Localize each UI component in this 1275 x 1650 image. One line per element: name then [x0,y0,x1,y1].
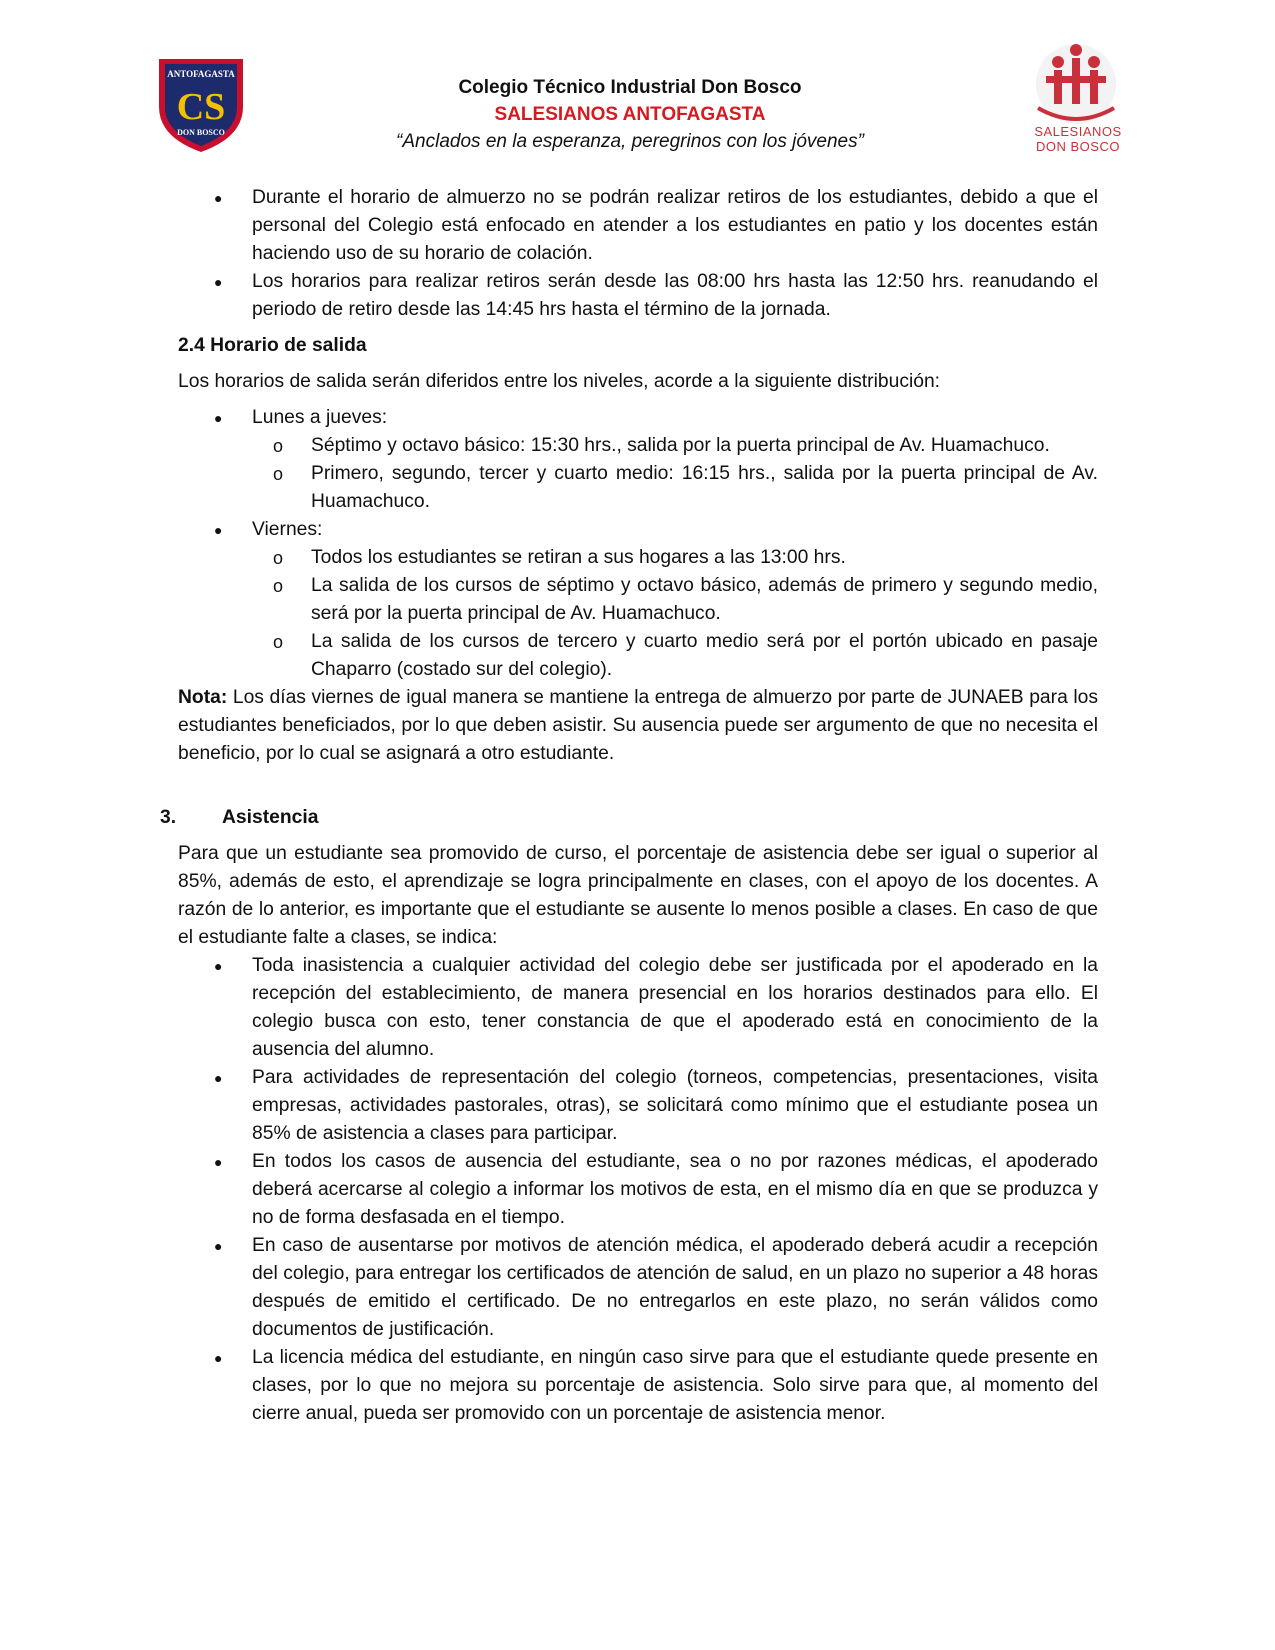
salesianos-logo [1018,38,1138,163]
bullet-icon: ● [214,1070,223,1086]
svg-text:CS: CS [176,86,226,128]
circle-bullet-icon: o [273,632,284,652]
school-name: Colegio Técnico Industrial Don Bosco [458,77,802,98]
section-title: Asistencia [222,807,319,828]
list-item: ● Para actividades de representación del colegio (torneos, competencias, presentaciones, visita empresas, actividades pastorales, otras), se solicitará como mínimo que el estudiante posea un 85% de asistencia a clases para participar. [178,1064,1098,1148]
section-heading-2-4: 2.4 Horario de salida [178,335,367,356]
list-item: ● Toda inasistencia a cualquier actividad del colegio debe ser justificada por el apoderado en la recepción del establecimiento, de manera presencial en los horarios destinados para ello. El colegio busca con esto, tener constancia de que el apoderado está en conocimiento de la ausencia del alumno. [178,952,1098,1064]
sub-list-item: o Primero, segundo, tercer y cuarto medio: 16:15 hrs., salida por la puerta principal de Av. Huamachuco. [178,460,1098,516]
school-motto: “Anclados en la esperanza, peregrinos con los jóvenes” [396,131,864,152]
section-3-intro: Para que un estudiante sea promovido de curso, el porcentaje de asistencia debe ser igual o superior al 85%, además de esto, el aprendizaje se logra principalmente en clases, con el apoyo de los docentes. A razón de lo anterior, es importante que el estudiante se ausente lo menos posible a clases. En caso de que el estudiante falte a clases, se indica: [178,843,1098,948]
svg-text:ANTOFAGASTA: ANTOFAGASTA [167,69,235,79]
page-header [0,0,1275,175]
circle-bullet-icon: o [273,464,284,484]
circle-bullet-icon: o [273,436,284,456]
salesianos-emblem-icon [1018,38,1138,128]
list-item: ● Durante el horario de almuerzo no se podrán realizar retiros de los estudiantes, debido a que el personal del Colegio está enfocado en atender a los estudiantes en patio y los docentes están haciendo uso de su horario de colación. [178,184,1098,268]
salesianos-logo-line2: DON BOSCO [1036,139,1120,154]
svg-text:DON BOSCO: DON BOSCO [177,128,225,137]
bullet-icon: ● [214,1154,223,1170]
school-crest-logo [155,55,247,155]
list-item: ● Viernes: [178,516,1098,544]
bullet-icon: ● [214,190,223,206]
bullet-icon: ● [214,1238,223,1254]
section-2-4-intro: Los horarios de salida serán diferidos entre los niveles, acorde a la siguiente distribución: [178,371,941,392]
bullet-icon: ● [214,274,223,290]
document-body [160,184,1098,1428]
section-heading-3 [160,804,1098,832]
section-number: 3. [160,807,177,828]
header-titles [320,74,940,155]
circle-bullet-icon: o [273,548,284,568]
school-subtitle: SALESIANOS ANTOFAGASTA [494,104,766,125]
list-item: ● Lunes a jueves: [178,404,1098,432]
sub-list-item: o La salida de los cursos de séptimo y octavo básico, además de primero y segundo medio, será por la puerta principal de Av. Huamachuco. [178,572,1098,628]
bullet-icon: ● [214,1350,223,1366]
list-item: ● En caso de ausentarse por motivos de atención médica, el apoderado deberá acudir a recepción del colegio, para entregar los certificados de atención de salud, en un plazo no superior a 48 horas después de emitido el certificado. De no entregarlos en este plazo, no serán válidos como documentos de justificación. [178,1232,1098,1344]
note-label: Nota: [178,687,228,708]
list-item: ● La licencia médica del estudiante, en ningún caso sirve para que el estudiante quede presente en clases, por lo que no mejora su porcentaje de asistencia. Solo sirve para que, al momento del cierre anual, pueda ser promovido con un porcentaje de asistencia menor. [178,1344,1098,1428]
sub-list-item: o La salida de los cursos de tercero y cuarto medio será por el portón ubicado en pasaje Chaparro (costado sur del colegio). [178,628,1098,684]
salesianos-logo-line1: SALESIANOS [1034,124,1122,139]
circle-bullet-icon: o [273,576,284,596]
list-item: ● Los horarios para realizar retiros serán desde las 08:00 hrs hasta las 12:50 hrs. reanudando el periodo de retiro desde las 14:45 hrs hasta el término de la jornada. [178,268,1098,324]
bullet-icon: ● [214,958,223,974]
bullet-icon: ● [214,410,223,426]
list-item: ● En todos los casos de ausencia del estudiante, sea o no por razones médicas, el apoderado deberá acercarse al colegio a informar los motivos de esta, en el mismo día en que se produzca y no de forma desfasada en el tiempo. [178,1148,1098,1232]
bullet-icon: ● [214,522,223,538]
note-paragraph: Nota: Los días viernes de igual manera se mantiene la entrega de almuerzo por parte de JUNAEB para los estudiantes beneficiados, por lo que deben asistir. Su ausencia puede ser argumento de que no necesita el beneficio, por lo cual se asignará a otro estudiante. [178,687,1098,764]
sub-list-item: o Todos los estudiantes se retiran a sus hogares a las 13:00 hrs. [178,544,1098,572]
sub-list-item: o Séptimo y octavo básico: 15:30 hrs., salida por la puerta principal de Av. Huamachuco. [178,432,1098,460]
